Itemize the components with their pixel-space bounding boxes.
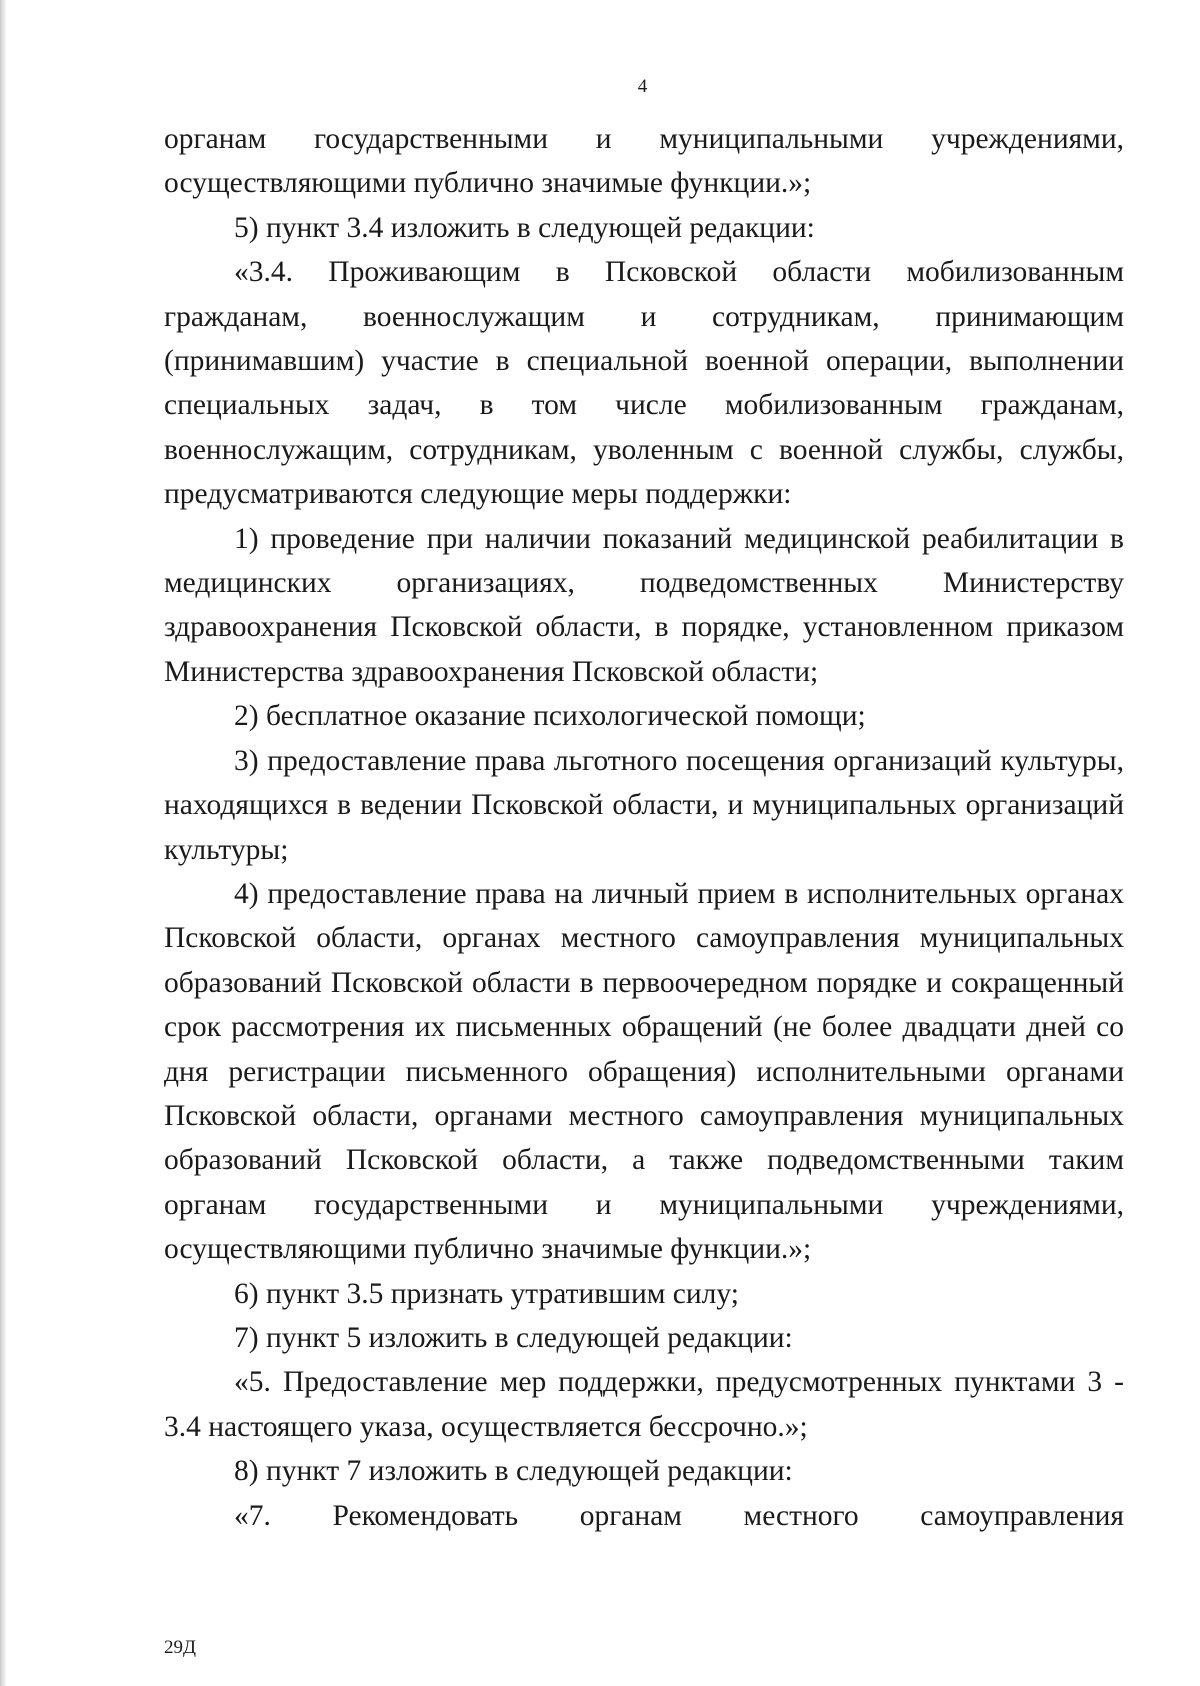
paragraph-measure-4: 4) предоставление права на личный прием в исполнительных органах Псковской области, органах местного самоуправления муниципальных образований Псковской области в первоочередном порядке и сокращенный срок рассмотрения их письменных обращений (не более двадцати дней со дня регистрации письменного обращения) исполнительными органами Псковской области, органами местного самоуправления муниципальных образований Псковской области, а также подведомственными таким органам государственными и муниципальными учреждениями, осуществляющими публично значимые функции.»;	[164, 877, 1124, 1266]
page-number: 4	[637, 76, 648, 97]
paragraph-item-8: 8) пункт 7 изложить в следующей редакции:	[234, 1455, 793, 1488]
paragraph-measure-2: 2) бесплатное оказание психологической помощи;	[234, 700, 866, 733]
footer-code: 29Д	[164, 1637, 196, 1658]
paragraph-clause-3-4: «3.4. Проживающим в Псковской области мобилизованным гражданам, военнослужащим и сотрудникам, принимающим (принимавшим) участие в специальной военной операции, выполнении специальных задач, в том числе мобилизованным гражданам, военнослужащим, сотрудникам, уволенным с военной службы, службы, предусматриваются следующие меры поддержки:	[164, 256, 1124, 511]
scan-edge	[0, 0, 6, 1686]
paragraph-item-7: 7) пункт 5 изложить в следующей редакции:	[234, 1321, 793, 1354]
document-body	[164, 117, 1124, 1538]
paragraph-measure-1: 1) проведение при наличии показаний медицинской реабилитации в медицинских организациях, подведомственных Министерству здравоохранения Псковской области, в порядке, установленном приказом Министерства здравоохранения Псковской области;	[164, 522, 1124, 688]
paragraph-measure-3: 3) предоставление права льготного посещения организаций культуры, находящихся в ведении Псковской области, и муниципальных организаций культуры;	[164, 744, 1124, 866]
paragraph-clause-7: «7. Рекомендовать органам местного самоуправления	[234, 1499, 1124, 1532]
paragraph-continuation: органам государственными и муниципальными учреждениями, осуществляющими публично значимые функции.»;	[164, 123, 1124, 200]
paragraph-item-5: 5) пункт 3.4 изложить в следующей редакции:	[234, 211, 815, 244]
paragraph-clause-5: «5. Предоставление мер поддержки, предусмотренных пунктами 3 - 3.4 настоящего указа, осуществляется бессрочно.»;	[164, 1366, 1124, 1443]
paragraph-item-6: 6) пункт 3.5 признать утратившим силу;	[234, 1277, 739, 1310]
